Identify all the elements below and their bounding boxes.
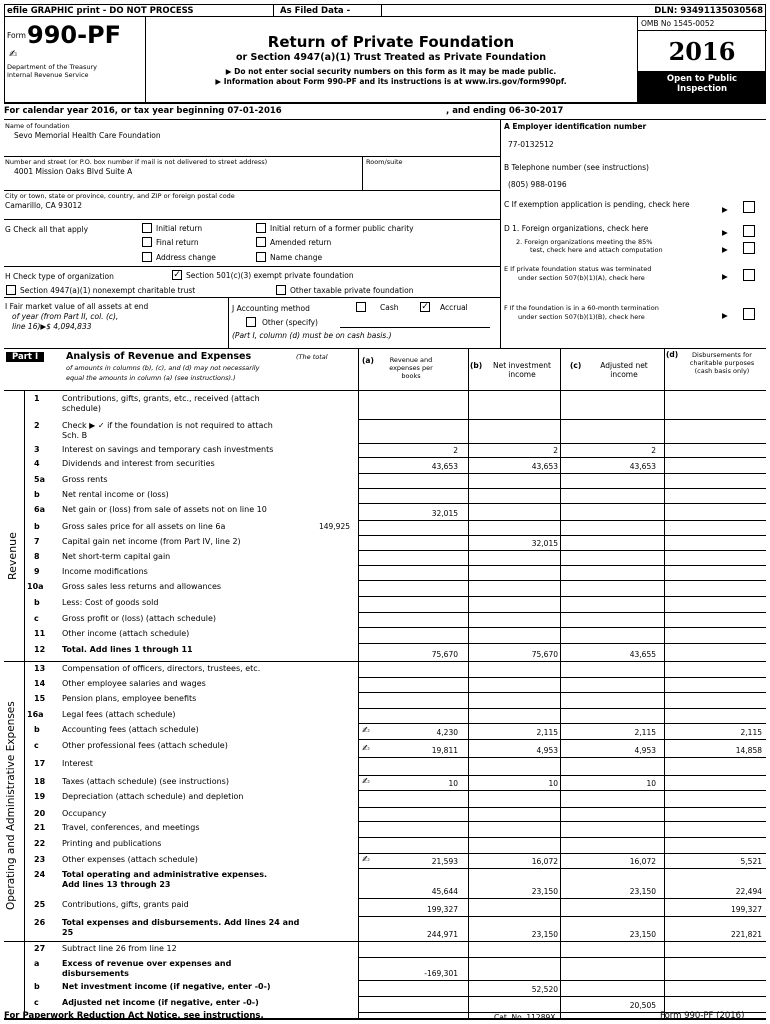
row-divider	[358, 596, 766, 597]
cell-value-c[interactable]: 20,505	[629, 1001, 656, 1010]
row-number: 9	[34, 567, 40, 576]
row-divider	[358, 898, 766, 899]
revenue-section-label: Revenue	[6, 532, 19, 580]
form-subtitle: or Section 4947(a)(1) Trust Treated as Private Foundation	[235, 52, 547, 63]
cell-value-a[interactable]: 45,644	[431, 887, 458, 896]
row-divider	[358, 996, 766, 997]
row-label: Adjusted net income (if negative, enter -0-)	[62, 998, 259, 1007]
city-value[interactable]: Camarillo, CA 93012	[5, 201, 83, 210]
cell-value-b[interactable]: 23,150	[531, 887, 558, 896]
row-label: Accounting fees (attach schedule)	[62, 725, 199, 734]
cell-value-a[interactable]: 75,670	[431, 650, 458, 659]
cell-value-b[interactable]: 52,520	[531, 985, 558, 994]
row-label: Contributions, gifts, grants paid	[62, 900, 189, 909]
j-label: J Accounting method	[232, 304, 310, 313]
initial-return-label: Initial return	[156, 224, 203, 233]
row-divider	[358, 473, 766, 474]
row-number: 19	[34, 792, 46, 801]
cell-value-a[interactable]: -169,301	[424, 969, 458, 978]
row-number: 12	[34, 645, 46, 654]
top-banner	[4, 4, 766, 17]
cell-value-b[interactable]: 23,150	[531, 930, 558, 939]
row-label-cont: schedule)	[62, 404, 101, 413]
row-label: Net rental income or (loss)	[62, 490, 169, 499]
form-label: Form	[7, 31, 26, 40]
row-number: c	[34, 998, 39, 1007]
row-label: Interest	[62, 759, 93, 768]
row-divider	[358, 807, 766, 808]
cell-value-b[interactable]: 75,670	[531, 650, 558, 659]
open-line1: Open to Public	[666, 74, 738, 84]
e2-label: under section 507(b)(1)(A), check here	[518, 274, 645, 282]
row-label: Total expenses and disbursements. Add lines 24 and	[62, 918, 300, 927]
row-label: Pension plans, employee benefits	[62, 694, 197, 703]
row-number: 2	[34, 421, 40, 430]
arrow-icon: ▶	[722, 228, 728, 237]
address-label: Number and street (or P.O. box number if mail is not delivered to street address)	[5, 158, 268, 166]
row-divider	[358, 957, 766, 958]
row-label: Subtract line 26 from line 12	[62, 944, 177, 953]
row-divider	[358, 457, 766, 458]
col-c-header: Adjusted net income	[600, 361, 648, 379]
initial-former-label: Initial return of a former public charity	[270, 224, 414, 233]
501c3-checkbox[interactable]	[172, 270, 182, 280]
row-divider	[358, 520, 766, 521]
foundation-name[interactable]: Sevo Memorial Health Care Foundation	[14, 131, 161, 140]
cell-value-a[interactable]: 19,811	[431, 746, 458, 755]
row-number: 20	[34, 809, 46, 818]
amended-return-label: Amended return	[270, 238, 332, 247]
row-label: Interest on savings and temporary cash investments	[62, 445, 274, 454]
attachment-icon[interactable]: ✍	[362, 855, 370, 865]
row-divider	[358, 723, 766, 724]
row-divider	[358, 612, 766, 613]
attachment-icon[interactable]: ✍	[362, 744, 370, 754]
cell-value-b[interactable]: 10	[548, 779, 558, 788]
row-divider	[358, 837, 766, 838]
col-a-tag: (a)	[362, 356, 374, 365]
row-number: a	[34, 959, 40, 968]
dept-line2: Internal Revenue Service	[7, 71, 89, 79]
h-label: H Check type of organization	[5, 272, 114, 281]
row-divider	[358, 488, 766, 489]
row-divider	[358, 677, 766, 678]
row-number: 6a	[34, 505, 45, 514]
row-number: 4	[34, 459, 40, 468]
dept-line1: Department of the Treasury	[7, 63, 98, 71]
form-number: 990-PF	[27, 21, 122, 49]
address-value[interactable]: 4001 Mission Oaks Blvd Suite A	[14, 167, 133, 176]
col-b-header: Net investment income	[493, 361, 551, 379]
row-number: 16a	[27, 710, 44, 719]
attachment-icon[interactable]: ✍	[362, 726, 370, 736]
cell-value-d[interactable]: 2,115	[740, 728, 762, 737]
name-change-label: Name change	[270, 253, 323, 262]
row-divider	[358, 580, 766, 581]
d2b-label: test, check here and attach computation	[530, 246, 663, 254]
expenses-section-label: Operating and Administrative Expenses	[5, 701, 17, 910]
row-divider	[358, 550, 766, 551]
cell-value-c[interactable]: 23,150	[629, 887, 656, 896]
row-label: Depreciation (attach schedule) and depletion	[62, 792, 244, 801]
row-number: c	[34, 741, 39, 750]
ein-value[interactable]: 77-0132512	[508, 140, 554, 149]
row-label: Other expenses (attach schedule)	[62, 855, 198, 864]
row-label: Contributions, gifts, grants, etc., received (attach	[62, 394, 260, 403]
row-label: Gross rents	[62, 475, 108, 484]
row-divider	[358, 443, 766, 444]
cell-value-a[interactable]: 43,653	[431, 462, 458, 471]
row-label: Gross profit or (loss) (attach schedule)	[62, 614, 217, 623]
amended-return-checkbox[interactable]	[256, 237, 266, 247]
row-label: Capital gain net income (from Part IV, line 2)	[62, 537, 241, 546]
period-begin: For calendar year 2016, or tax year beginning 07-01-2016	[4, 106, 282, 116]
row-divider	[358, 535, 766, 536]
document-icon: ✍	[9, 49, 18, 60]
row-number: 15	[34, 694, 46, 703]
part1-sub2: equal the amounts in column (a) (see instructions).)	[66, 374, 236, 382]
other-taxable-label: Other taxable private foundation	[290, 286, 414, 295]
cell-value-a[interactable]: 32,015	[431, 509, 458, 518]
omb-number: OMB No 1545-0052	[641, 19, 715, 28]
row-label: Other employee salaries and wages	[62, 679, 206, 688]
ssn-note: ▶ Do not enter social security numbers on this form as it may be made public.	[225, 67, 557, 76]
phone-label: B Telephone number (see instructions)	[504, 163, 649, 172]
row-number: 17	[34, 759, 46, 768]
row-number: 13	[34, 664, 46, 673]
row-label: Compensation of officers, directors, trustees, etc.	[62, 664, 261, 673]
row-number: 7	[34, 537, 40, 546]
cell-value-b[interactable]: 43,653	[531, 462, 558, 471]
footer-right: Form 990-PF (2016)	[660, 1011, 745, 1021]
row-label-cont: disbursements	[62, 969, 129, 978]
open-inspection-box	[638, 71, 766, 102]
as-filed-label: As Filed Data -	[280, 6, 351, 16]
address-change-checkbox[interactable]	[142, 252, 152, 262]
row-divider	[358, 565, 766, 566]
name-change-checkbox[interactable]	[256, 252, 266, 262]
f1-label: F If the foundation is in a 60-month termination	[504, 304, 659, 312]
i-label-3[interactable]: line 16)▶$ 4,094,833	[12, 322, 92, 331]
arrow-icon: ▶	[722, 205, 728, 214]
row-number: 25	[34, 900, 46, 909]
60-month-checkbox[interactable]	[743, 308, 755, 320]
col-c-tag: (c)	[570, 361, 582, 370]
final-return-label: Final return	[156, 238, 199, 247]
row-divider	[358, 775, 766, 776]
row-divider	[358, 916, 766, 917]
row-number: 14	[34, 679, 46, 688]
row-label: Excess of revenue over expenses and	[62, 959, 232, 968]
row-label: Net investment income (if negative, enter -0-)	[62, 982, 271, 991]
other-method-label: Other (specify)	[262, 318, 318, 327]
city-label: City or town, state or province, country, and ZIP or foreign postal code	[5, 192, 235, 200]
initial-return-checkbox[interactable]	[142, 223, 152, 233]
arrow-icon: ▶	[722, 245, 728, 254]
cell-value-b[interactable]: 4,953	[536, 746, 558, 755]
row-divider	[358, 821, 766, 822]
phone-value[interactable]: (805) 988-0196	[508, 180, 567, 189]
ein-label: A Employer identification number	[504, 122, 647, 131]
row-label: Gross sales price for all assets on line 6a	[62, 522, 226, 531]
attachment-icon[interactable]: ✍	[362, 777, 370, 787]
form-title: Return of Private Foundation	[267, 33, 515, 51]
initial-former-checkbox[interactable]	[256, 223, 266, 233]
efile-label: efile GRAPHIC print - DO NOT PROCESS	[7, 6, 194, 16]
row-number: b	[34, 598, 40, 607]
cell-value-b[interactable]: 16,072	[531, 857, 558, 866]
row-number: b	[34, 522, 40, 531]
footer-left: For Paperwork Reduction Act Notice, see instructions.	[4, 1011, 264, 1021]
row-label: Net gain or (loss) from sale of assets not on line 10	[62, 505, 267, 514]
row-label-cont: Sch. B	[62, 431, 88, 440]
row-label: Printing and publications	[62, 839, 162, 848]
row-number: 22	[34, 839, 46, 848]
row-label: Total. Add lines 1 through 11	[62, 645, 193, 654]
i-label-1: I Fair market value of all assets at end	[5, 302, 149, 311]
arrow-icon: ▶	[722, 272, 728, 281]
row-divider	[358, 853, 766, 854]
check-mark-icon: ✓	[173, 270, 181, 280]
accrual-label: Accrual	[440, 303, 468, 312]
row-divider	[358, 661, 766, 662]
row-number: b	[34, 725, 40, 734]
g-label: G Check all that apply	[5, 225, 89, 234]
row-divider	[358, 941, 766, 942]
cell-value-c[interactable]: 43,653	[629, 462, 656, 471]
cell-value-d[interactable]: 199,327	[730, 905, 762, 914]
other-method-checkbox[interactable]	[246, 317, 256, 327]
row-label: Legal fees (attach schedule)	[62, 710, 176, 719]
cash-checkbox[interactable]	[356, 302, 366, 312]
row-number: 10a	[27, 582, 44, 591]
row-divider	[358, 708, 766, 709]
row-label-cont: Add lines 13 through 23	[62, 880, 171, 889]
cell-value-b[interactable]: 2,115	[536, 728, 558, 737]
row-divider	[358, 643, 766, 644]
row-label: Occupancy	[62, 809, 107, 818]
row-divider	[358, 980, 766, 981]
row-label: Net short-term capital gain	[62, 552, 171, 561]
row-number: 5a	[34, 475, 45, 484]
foreign-org-checkbox[interactable]	[743, 225, 755, 237]
row-number: 8	[34, 552, 40, 561]
501c3-label: Section 501(c)(3) exempt private foundation	[186, 271, 354, 280]
check-mark-icon: ✓	[421, 302, 429, 312]
row-number: 23	[34, 855, 46, 864]
row-label: Gross sales less returns and allowances	[62, 582, 222, 591]
row-number: 24	[34, 870, 46, 879]
row-label: Check ▶ ✓ if the foundation is not required to attach	[62, 421, 273, 430]
row-number: 21	[34, 823, 46, 832]
row-divider	[358, 739, 766, 740]
other-taxable-checkbox[interactable]	[276, 285, 286, 295]
row-number: b	[34, 490, 40, 499]
cell-value-a[interactable]: 21,593	[431, 857, 458, 866]
e1-label: E If private foundation status was terminated	[504, 265, 652, 273]
row-label-cont: 25	[62, 928, 74, 937]
part1-sub1: of amounts in columns (b), (c), and (d) may not necessarily	[66, 364, 260, 372]
cell-value-a[interactable]: 199,327	[426, 905, 458, 914]
cell-value-d[interactable]: 5,521	[740, 857, 762, 866]
row-number: 1	[34, 394, 40, 403]
row-divider	[358, 790, 766, 791]
cell-value-a[interactable]: 2	[453, 446, 458, 455]
part1-title-note: (The total	[296, 353, 328, 361]
period-end: , and ending 06-30-2017	[446, 106, 564, 116]
row-label: Travel, conferences, and meetings	[62, 823, 200, 832]
cell-value-c[interactable]: 4,953	[634, 746, 656, 755]
exemption-pending-label: C If exemption application is pending, check here	[504, 200, 690, 209]
cell-value-a[interactable]: 244,971	[426, 930, 458, 939]
row-number: c	[34, 614, 39, 623]
row-divider	[358, 757, 766, 758]
col-d-tag: (d)	[666, 350, 679, 359]
name-label: Name of foundation	[5, 122, 70, 130]
d1-label: D 1. Foreign organizations, check here	[504, 224, 649, 233]
cell-value-d[interactable]: 22,494	[735, 887, 762, 896]
row-label: Income modifications	[62, 567, 148, 576]
4947-label: Section 4947(a)(1) nonexempt charitable trust	[20, 286, 196, 295]
cell-value-c[interactable]: 23,150	[629, 930, 656, 939]
col-d-header: Disbursements for charitable purposes (cash basis only)	[689, 351, 755, 375]
row-divider	[358, 419, 766, 420]
4947-checkbox[interactable]	[6, 285, 16, 295]
i-label-2: of year (from Part II, col. (c),	[12, 312, 119, 321]
row-divider	[358, 503, 766, 504]
foreign-85-checkbox[interactable]	[743, 242, 755, 254]
inline-value[interactable]: 149,925	[318, 522, 350, 531]
row-label: Total operating and administrative expenses.	[62, 870, 267, 879]
cell-value-b[interactable]: 32,015	[531, 539, 558, 548]
row-label: Less: Cost of goods sold	[62, 598, 159, 607]
dln-label: DLN: 93491135030568	[654, 6, 763, 16]
row-number: 27	[34, 944, 46, 953]
part1-title: Analysis of Revenue and Expenses	[66, 351, 252, 362]
row-number: 11	[34, 629, 46, 638]
info-note: ▶ Information about Form 990-PF and its instructions is at www.irs.gov/form990pf.	[215, 77, 567, 86]
row-label: Other professional fees (attach schedule)	[62, 741, 228, 750]
row-number: 18	[34, 777, 46, 786]
d2a-label: 2. Foreign organizations meeting the 85%	[516, 238, 653, 246]
exemption-pending-checkbox[interactable]	[743, 201, 755, 213]
address-change-label: Address change	[156, 253, 216, 262]
j-note: (Part I, column (d) must be on cash basis.)	[232, 331, 392, 340]
cell-value-c[interactable]: 10	[646, 779, 656, 788]
row-divider	[358, 868, 766, 869]
f2-label: under section 507(b)(1)(B), check here	[518, 313, 645, 321]
cell-value-d[interactable]: 14,858	[735, 746, 762, 755]
cell-value-c[interactable]: 2	[651, 446, 656, 455]
col-b-tag: (b)	[470, 361, 483, 370]
row-label: Dividends and interest from securities	[62, 459, 215, 468]
row-number: 26	[34, 918, 46, 927]
col-a-header: Revenue and expenses per books	[389, 356, 433, 380]
status-terminated-checkbox[interactable]	[743, 269, 755, 281]
form-header	[4, 17, 766, 102]
row-label: Other income (attach schedule)	[62, 629, 190, 638]
cell-value-c[interactable]: 16,072	[629, 857, 656, 866]
cell-value-a[interactable]: 4,230	[436, 728, 458, 737]
open-line2: Inspection	[676, 84, 728, 94]
tax-year: 2016	[668, 37, 736, 66]
footer-cat: Cat. No. 11289X	[494, 1013, 556, 1022]
row-number: 3	[34, 445, 40, 454]
row-number: b	[34, 982, 40, 991]
row-divider	[358, 627, 766, 628]
cell-value-d[interactable]: 221,821	[730, 930, 762, 939]
final-return-checkbox[interactable]	[142, 237, 152, 247]
accrual-checkbox[interactable]	[420, 302, 430, 312]
cell-value-a[interactable]: 10	[448, 779, 458, 788]
part1-tag: Part I	[6, 352, 44, 362]
room-label: Room/suite	[366, 158, 403, 166]
cash-label: Cash	[380, 303, 399, 312]
row-label: Taxes (attach schedule) (see instructions)	[62, 777, 229, 786]
arrow-icon: ▶	[722, 311, 728, 320]
cell-value-b[interactable]: 2	[553, 446, 558, 455]
row-divider	[358, 692, 766, 693]
cell-value-c[interactable]: 2,115	[634, 728, 656, 737]
cell-value-c[interactable]: 43,655	[629, 650, 656, 659]
